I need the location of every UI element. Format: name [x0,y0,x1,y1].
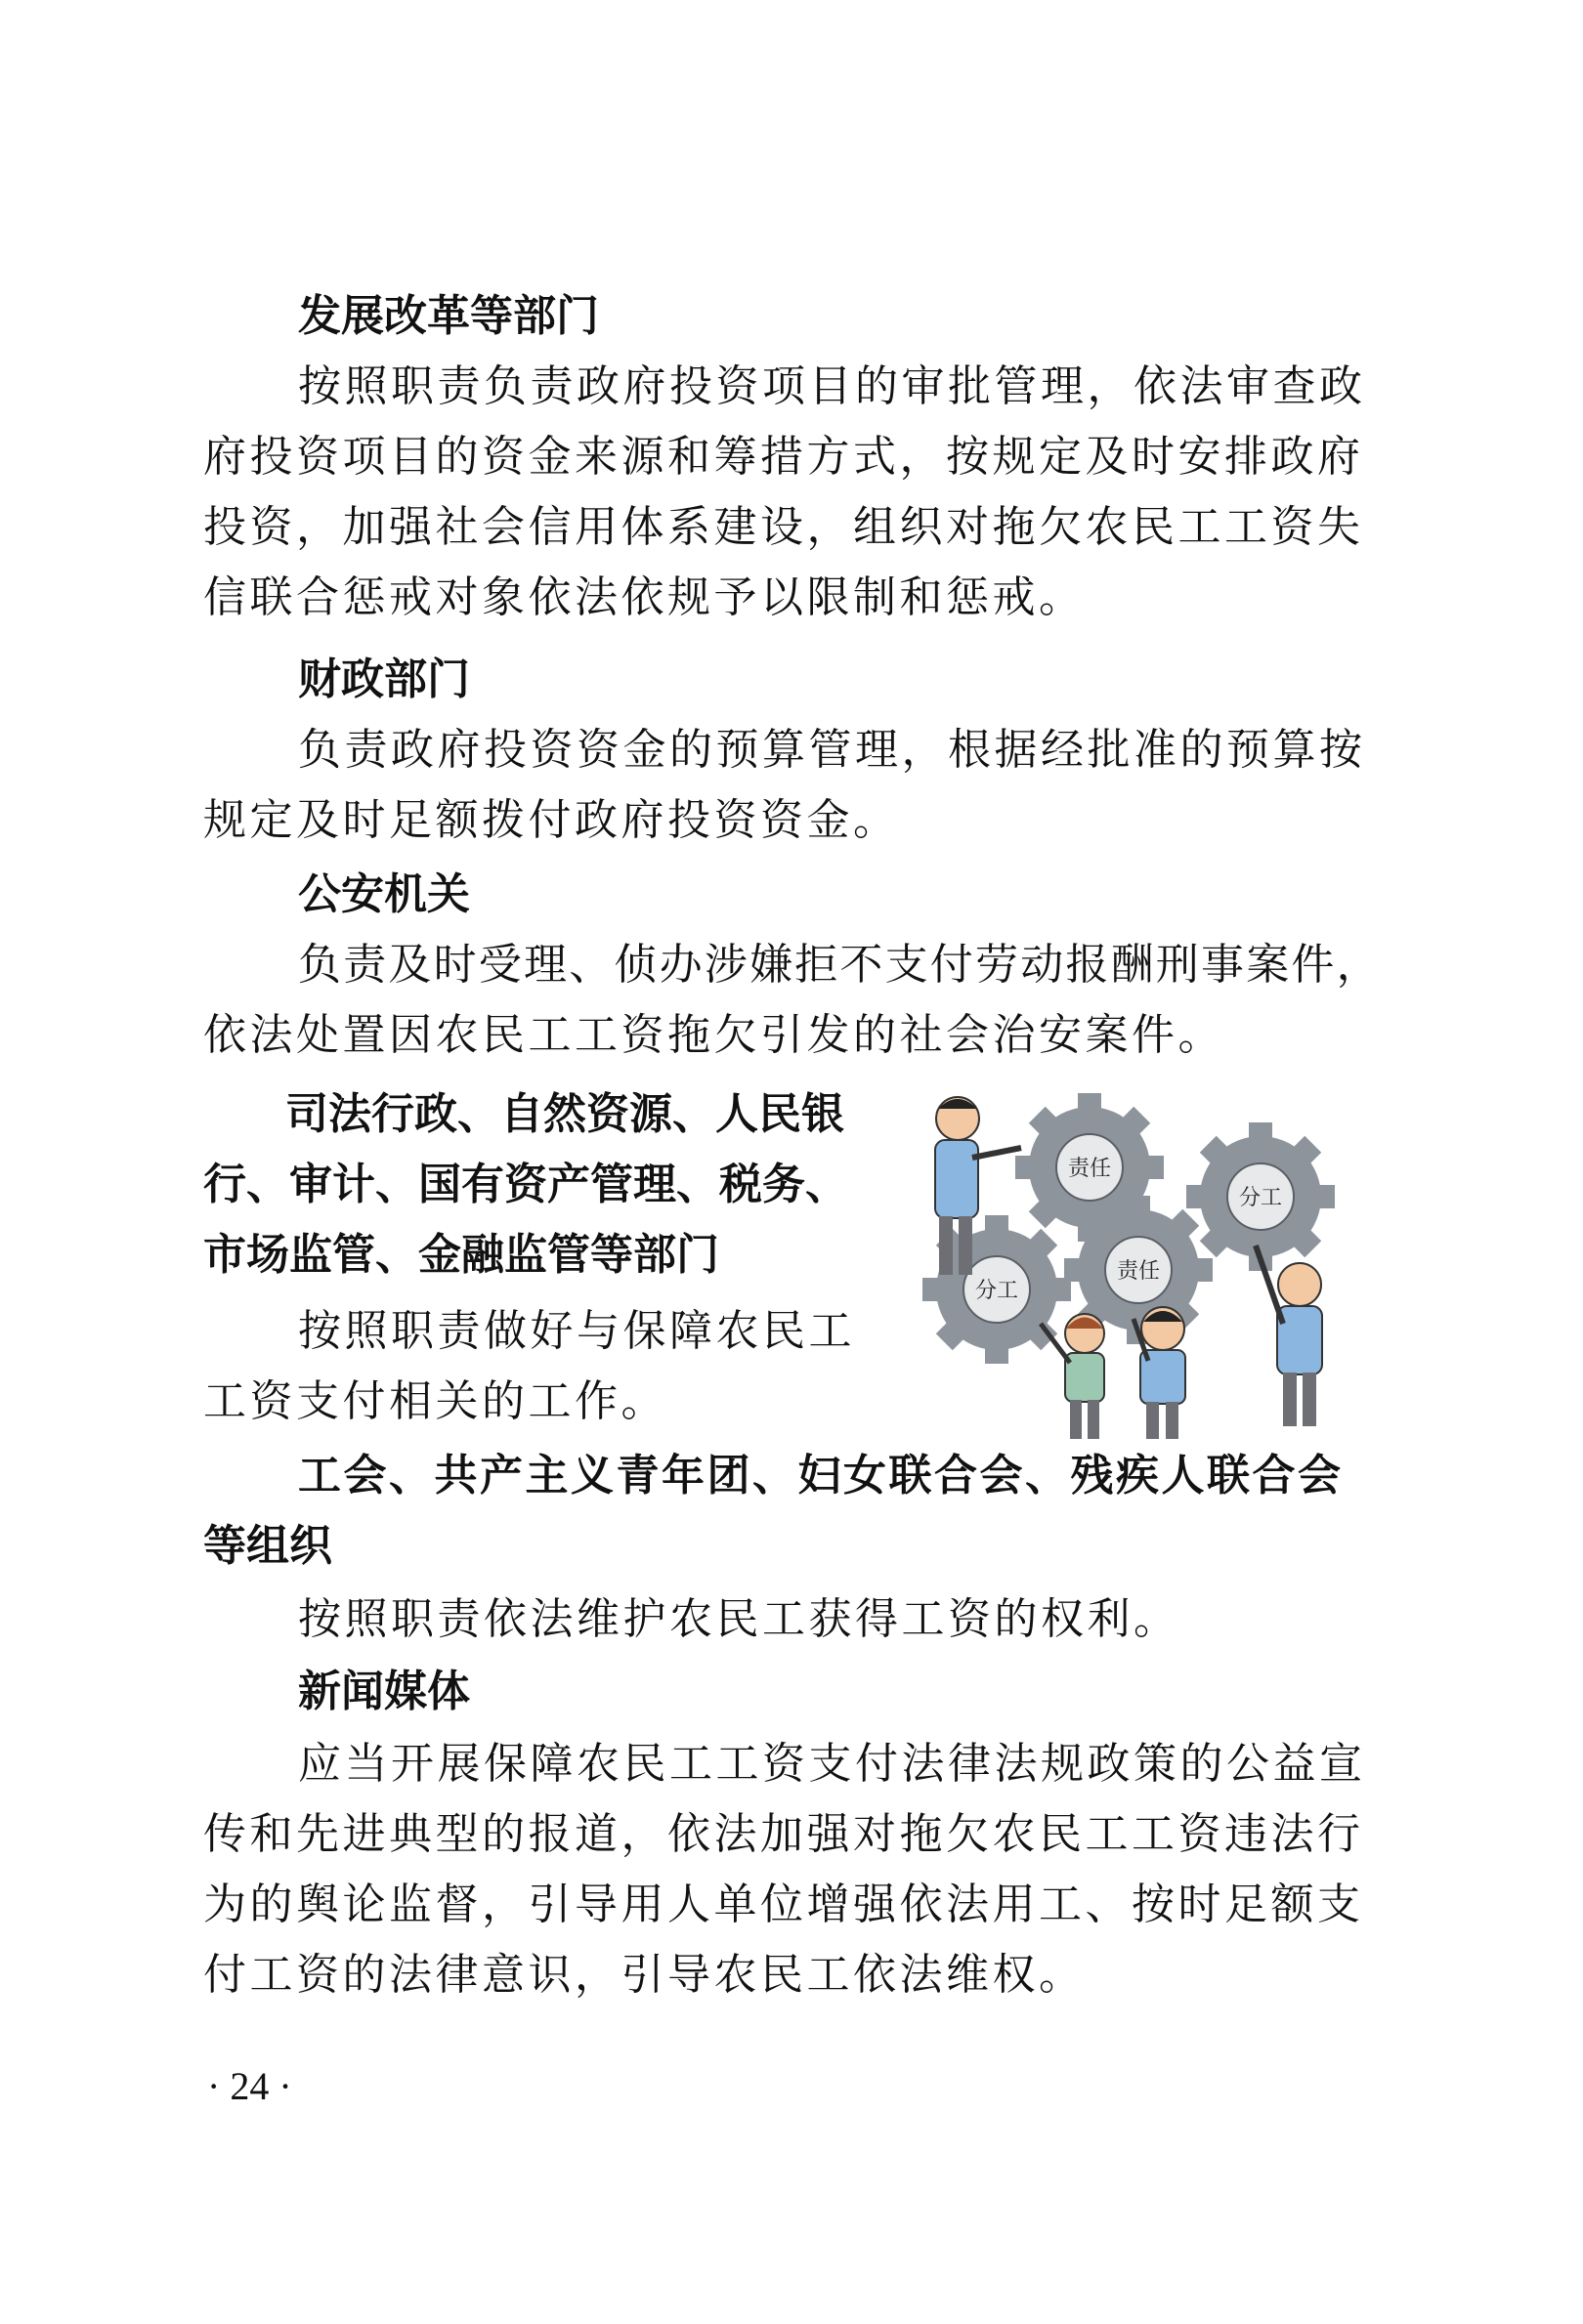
section-body-finance [203,715,1366,856]
section-heading-development-reform: 发展改革等部门 [298,291,599,341]
section-body-judicial-etc [203,1296,855,1437]
gear-label: 分工 [1238,1186,1283,1210]
section-body-organizations [203,1585,1180,1655]
body-line: 按照职责负责政府投资项目的审批管理，依法审查政 [298,361,1366,411]
section-heading-finance: 财政部门 [298,655,470,704]
gears-teamwork-illustration [914,1079,1353,1441]
heading-line: 行、审计、国有资产管理、税务、 [203,1160,848,1209]
heading-line: 工会、共产主义青年团、妇女联合会、残疾人联合会 [298,1451,1344,1500]
person-figure [1041,1314,1104,1439]
body-line: 传和先进典型的报道，依法加强对拖欠农民工工资违法行 [203,1809,1364,1859]
heading-line: 等组织 [203,1521,332,1571]
heading-line: 司法行政、自然资源、人民银 [285,1089,844,1139]
gear-label: 责任 [1116,1259,1161,1284]
body-line: 工资支付相关的工作。 [203,1376,667,1426]
section-heading-public-security: 公安机关 [298,869,470,919]
section-body-news-media [203,1729,1366,2010]
body-line: 为的舆论监督，引导用人单位增强依法用工、按时足额支 [203,1880,1364,1929]
page-number: · 24 · [207,2064,292,2108]
body-line: 信联合惩戒对象依法依规予以限制和惩戒。 [203,572,1086,622]
section-heading-news-media: 新闻媒体 [298,1667,470,1716]
body-line: 按照职责依法维护农民工获得工资的权利。 [298,1594,1180,1644]
body-line: 负责政府投资资金的预算管理，根据经批准的预算按 [298,725,1366,775]
body-line: 投资，加强社会信用体系建设，组织对拖欠农民工工资失 [203,502,1364,552]
section-heading-organizations [203,1441,1344,1582]
section-body-public-security [203,930,1382,1071]
person-figure [1256,1246,1322,1426]
gear-label: 分工 [974,1279,1019,1303]
body-line: 应当开展保障农民工工资支付法律法规政策的公益宣 [298,1739,1366,1789]
body-line: 按照职责做好与保障农民工 [298,1306,855,1356]
body-line: 付工资的法律意识，引导农民工依法维权。 [203,1950,1086,2000]
body-line: 负责及时受理、侦办涉嫌拒不支付劳动报酬刑事案件， [298,940,1382,990]
section-body-development-reform [203,352,1366,633]
section-heading-judicial-etc [203,1079,848,1290]
gear-icon [1186,1122,1335,1271]
body-line: 府投资项目的资金来源和筹措方式，按规定及时安排政府 [203,432,1364,482]
gear-label: 责任 [1067,1157,1112,1181]
body-line: 依法处置因农民工工资拖欠引发的社会治安案件。 [203,1010,1224,1060]
person-figure [1134,1307,1185,1439]
body-line: 规定及时足额拨付政府投资资金。 [203,795,900,845]
heading-line: 市场监管、金融监管等部门 [203,1230,719,1280]
